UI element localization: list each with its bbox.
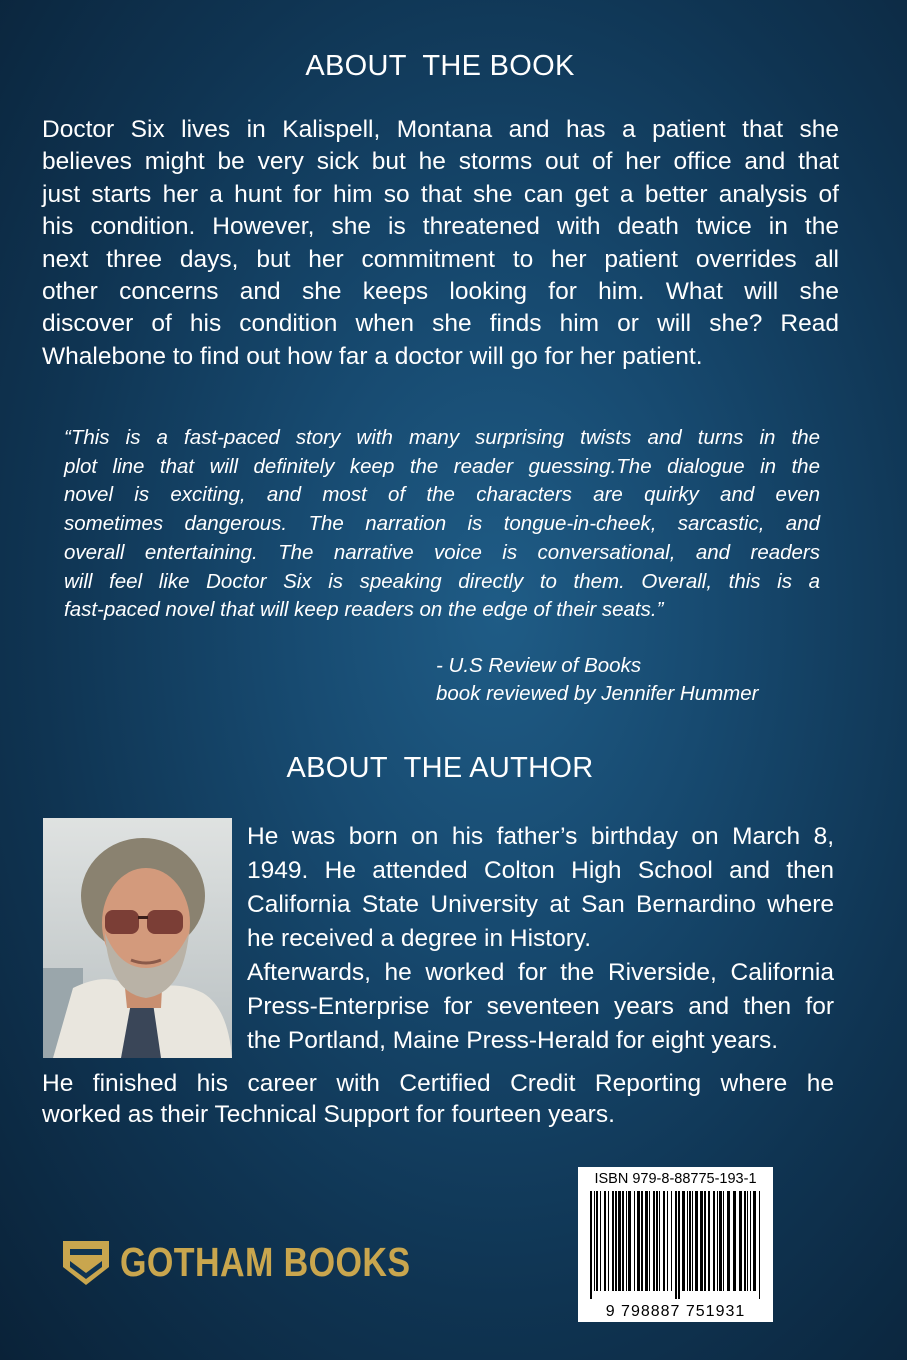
about-book-line: other concerns and she keeps looking for him. What will she [42,278,839,306]
author-bio-line: California State University at San Bernardino where [247,891,834,918]
barcode-bar [671,1191,672,1291]
author-bio-line: he received a degree in History. [247,925,592,952]
barcode-bar [600,1191,601,1291]
barcode-bar [663,1191,665,1291]
about-book-line: his condition. However, she is threatened with death twice in the [42,213,839,241]
barcode-bar [708,1191,710,1291]
review-line: fast-paced novel that will keep readers on the edge of their seats.” [64,598,664,622]
barcode-bar [628,1191,631,1291]
review-line: plot line that will definitely keep the reader guessing.The dialogue in the [64,454,820,478]
about-book-heading: ABOUT THE BOOK [305,50,575,82]
barcode-bar [641,1191,643,1291]
barcode-bar [645,1191,648,1291]
author-bio-line: He was born on his father’s birthday on March 8, [247,823,834,850]
about-book-line: next three days, but her commitment to her patient overrides all [42,245,839,273]
barcode-bar [608,1191,609,1291]
author-photo [43,818,232,1058]
barcode-bar [637,1191,640,1291]
barcode-bar [759,1191,760,1299]
author-bio-line: the Portland, Maine Press-Herald for eight years. [247,1027,779,1054]
barcode-bar [719,1191,722,1291]
barcode-bar [695,1191,698,1291]
review-source: - U.S Review of Books [436,654,642,677]
barcode-bar [634,1191,635,1291]
barcode-digits: 9 798887 751931 [605,1303,746,1320]
author-bio-line: Afterwards, he worked for the Riverside, California [247,959,834,986]
barcode-bar [659,1191,660,1291]
barcode-bar [594,1191,595,1291]
review-line: will feel like Doctor Six is speaking directly to them. Overall, this is a [64,569,820,593]
about-book-line: Whalebone to find out how far a doctor will go for her patient. [42,342,703,370]
review-line: sometimes dangerous. The narration is tongue-in-cheek, sarcastic, and [64,512,820,536]
review-quote [64,424,820,625]
barcode-bar [692,1191,693,1291]
barcode-bar [687,1191,688,1291]
barcode-bar [753,1191,756,1291]
barcode-bar [604,1191,606,1291]
barcode-bar [744,1191,746,1291]
author-bio-line: worked as their Technical Support for fourteen years. [42,1101,615,1128]
barcode-bar [682,1191,685,1291]
barcode-bar [590,1191,592,1299]
barcode-bar [689,1191,691,1291]
barcode-bar [733,1191,736,1291]
barcode-bar [656,1191,658,1291]
publisher-name: GOTHAM BOOKS [120,1239,411,1285]
barcode-bar [678,1191,680,1299]
author-bio-line: 1949. He attended Colton High School and then [247,857,834,884]
about-book-line: just starts her a hunt for him so that she can get a better analysis of [42,180,839,208]
author-bio-full-width [42,1068,834,1130]
author-bio-beside-photo [247,820,834,1058]
barcode-bar [727,1191,730,1291]
about-book-line: believes might be very sick but he storms out of her office and that [42,148,839,176]
barcode-bars-icon [588,1191,763,1299]
about-book-text [42,114,839,373]
barcode-bar [704,1191,706,1291]
review-line: overall entertaining. The narrative voice is conversational, and readers [64,540,820,564]
barcode-bar [596,1191,598,1291]
barcode-bar [649,1191,650,1291]
gotham-shield-logo-icon [60,1237,112,1289]
barcode-bar [723,1191,724,1291]
review-line: novel is exciting, and most of the characters are quirky and even [64,483,820,507]
publisher-logo [60,1235,420,1289]
barcode-bar [747,1191,748,1291]
author-bio-line: He finished his career with Certified Credit Reporting where he [42,1070,834,1097]
about-book-line: discover of his condition when she finds him or will she? Read [42,310,839,338]
barcode-bar [739,1191,742,1291]
barcode-bar [626,1191,627,1291]
barcode-bar [615,1191,617,1291]
barcode-bar [750,1191,751,1291]
isbn-label: ISBN 979-8-88775-193-1 [594,1171,757,1187]
barcode-bar [675,1191,677,1299]
barcode-bar [713,1191,715,1291]
barcode-bar [700,1191,703,1291]
author-bio-line: Press-Enterprise for seventeen years and then for [247,993,834,1020]
barcode-bar [618,1191,621,1291]
barcode-bar [612,1191,614,1291]
isbn-barcode [578,1167,773,1322]
about-author-heading: ABOUT THE AUTHOR [286,752,594,784]
barcode-bar [717,1191,718,1291]
barcode-bar [667,1191,668,1291]
barcode-bar [653,1191,655,1291]
barcode-bar [622,1191,624,1291]
review-line: “This is a fast-paced story with many surprising twists and turns in the [64,426,820,449]
review-reviewer: book reviewed by Jennifer Hummer [436,682,759,705]
about-book-line: Doctor Six lives in Kalispell, Montana and has a patient that she [42,116,839,143]
